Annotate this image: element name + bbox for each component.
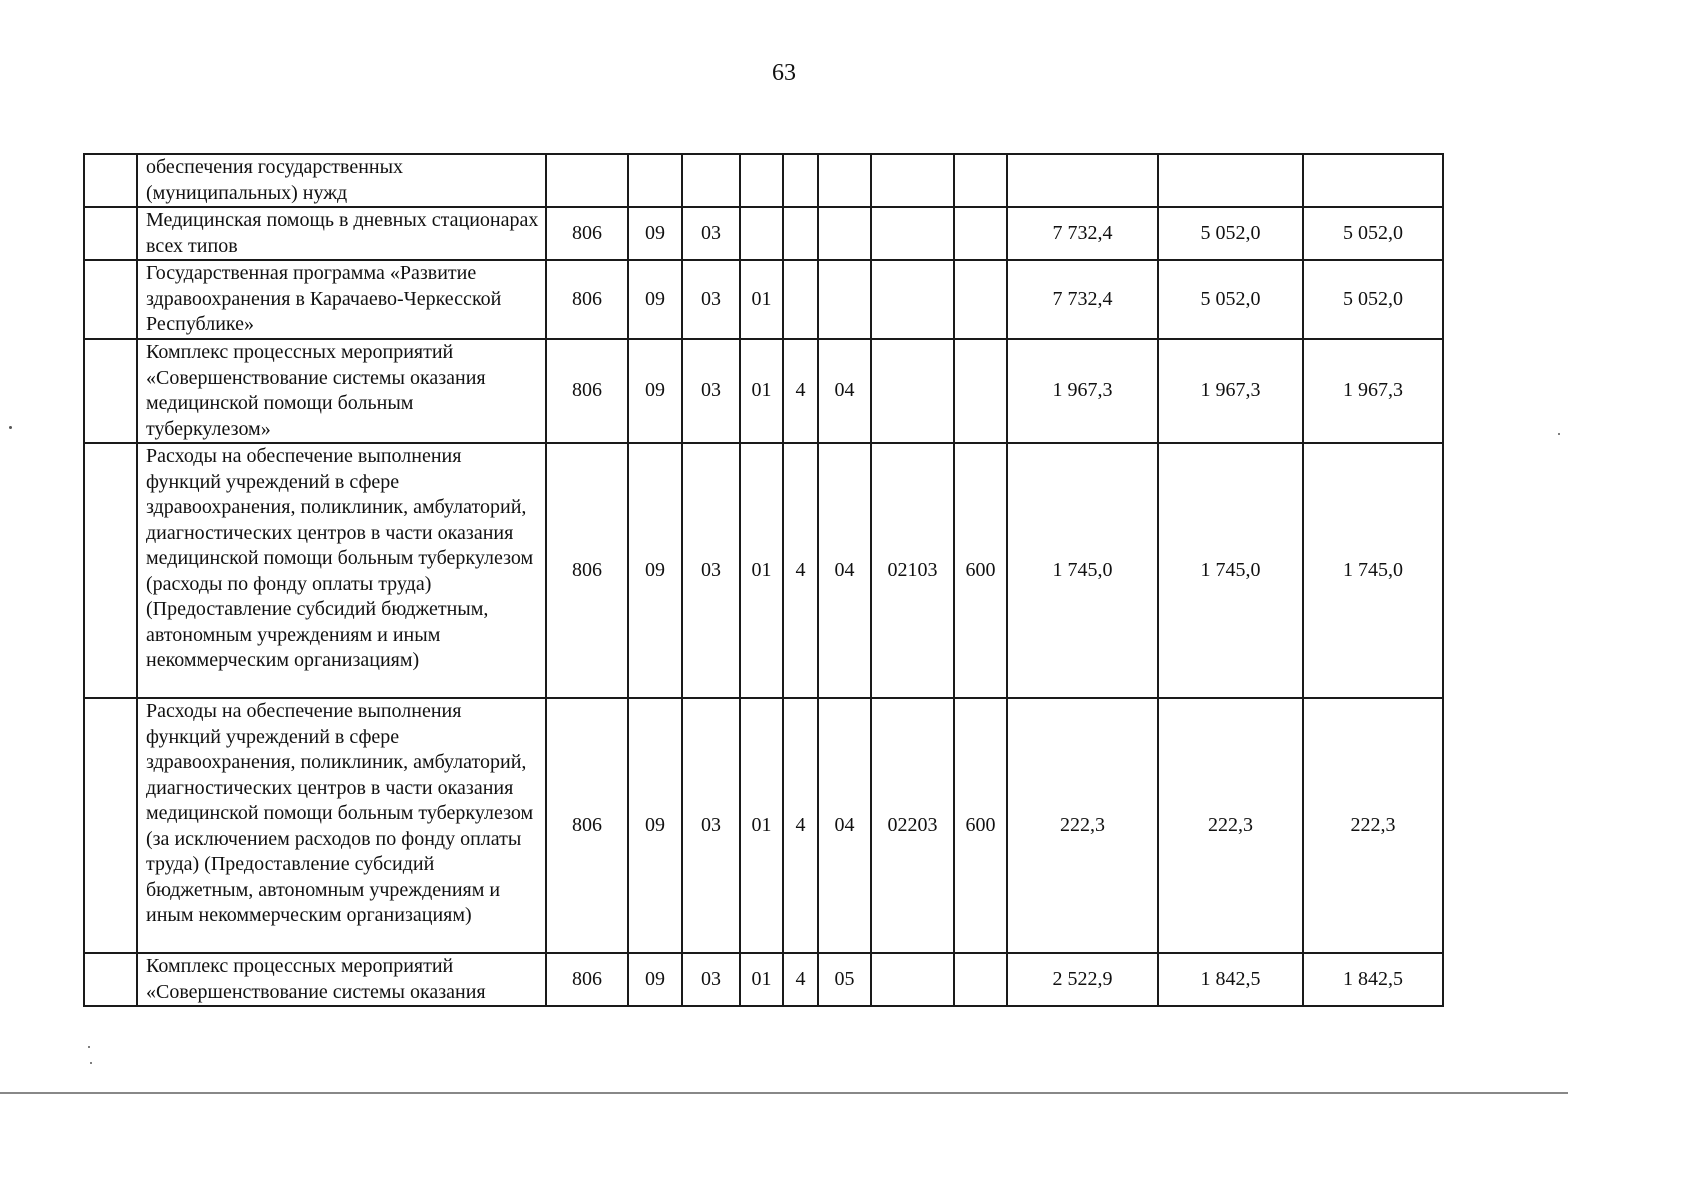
type-cell: 4 <box>783 339 818 443</box>
row-number-cell <box>84 698 137 953</box>
ved-cell: 806 <box>546 953 628 1006</box>
table-row <box>84 207 1443 260</box>
subprogram-cell <box>818 154 871 207</box>
table-row <box>84 154 1443 207</box>
sum-cell-3: 1 842,5 <box>1303 953 1443 1006</box>
budget-table <box>83 153 1444 1007</box>
description-cell: Комплекс процессных мероприятий «Совершенствование системы оказания медицинской помощи больным туберкулезом» <box>137 339 546 443</box>
program-cell: 01 <box>740 953 783 1006</box>
ved-cell: 806 <box>546 339 628 443</box>
sum-cell-3: 5 052,0 <box>1303 207 1443 260</box>
rz-cell: 09 <box>628 207 682 260</box>
rz-cell: 09 <box>628 953 682 1006</box>
pr-cell: 03 <box>682 698 740 953</box>
type-cell <box>783 154 818 207</box>
subprogram-cell <box>818 260 871 339</box>
sum-cell-1: 1 967,3 <box>1007 339 1158 443</box>
sum-cell-2: 222,3 <box>1158 698 1303 953</box>
scan-speck <box>88 1046 90 1048</box>
vr-cell: 600 <box>954 698 1007 953</box>
type-cell <box>783 260 818 339</box>
scan-speck <box>90 1062 92 1064</box>
type-cell <box>783 207 818 260</box>
sum-cell-1 <box>1007 154 1158 207</box>
sum-cell-3: 5 052,0 <box>1303 260 1443 339</box>
description-cell: Комплекс процессных мероприятий «Совершенствование системы оказания <box>137 953 546 1006</box>
direction-cell <box>871 260 954 339</box>
sum-cell-2: 5 052,0 <box>1158 207 1303 260</box>
description-cell: Расходы на обеспечение выполнения функций учреждений в сфере здравоохранения, поликлиник, амбулаторий, диагностических центров в части оказания медицинской помощи больным туберкулезом (расходы по фонду оплаты труда) (Предоставление субсидий бюджетным, автономным учреждениям и иным некоммерческим организациям) <box>137 443 546 698</box>
direction-cell <box>871 154 954 207</box>
table-row <box>84 260 1443 339</box>
vr-cell <box>954 207 1007 260</box>
table-row <box>84 443 1443 698</box>
type-cell: 4 <box>783 443 818 698</box>
sum-cell-2: 1 842,5 <box>1158 953 1303 1006</box>
subprogram-cell <box>818 207 871 260</box>
program-cell <box>740 207 783 260</box>
ved-cell: 806 <box>546 443 628 698</box>
program-cell: 01 <box>740 443 783 698</box>
scan-speck <box>9 426 12 429</box>
ved-cell <box>546 154 628 207</box>
rz-cell: 09 <box>628 698 682 953</box>
subprogram-cell: 04 <box>818 698 871 953</box>
pr-cell: 03 <box>682 953 740 1006</box>
row-number-cell <box>84 260 137 339</box>
program-cell: 01 <box>740 698 783 953</box>
program-cell: 01 <box>740 339 783 443</box>
ved-cell: 806 <box>546 207 628 260</box>
sum-cell-1: 7 732,4 <box>1007 207 1158 260</box>
subprogram-cell: 04 <box>818 339 871 443</box>
description-cell: обеспечения государственных (муниципальных) нужд <box>137 154 546 207</box>
pr-cell <box>682 154 740 207</box>
description-cell: Государственная программа «Развитие здравоохранения в Карачаево-Черкесской Республике» <box>137 260 546 339</box>
sum-cell-2: 1 745,0 <box>1158 443 1303 698</box>
sum-cell-3: 1 967,3 <box>1303 339 1443 443</box>
table-row <box>84 339 1443 443</box>
program-cell: 01 <box>740 260 783 339</box>
pr-cell: 03 <box>682 443 740 698</box>
row-number-cell <box>84 154 137 207</box>
row-number-cell <box>84 207 137 260</box>
vr-cell <box>954 339 1007 443</box>
vr-cell <box>954 154 1007 207</box>
direction-cell <box>871 207 954 260</box>
type-cell: 4 <box>783 698 818 953</box>
rz-cell <box>628 154 682 207</box>
sum-cell-1: 1 745,0 <box>1007 443 1158 698</box>
ved-cell: 806 <box>546 698 628 953</box>
program-cell <box>740 154 783 207</box>
pr-cell: 03 <box>682 339 740 443</box>
description-cell: Медицинская помощь в дневных стационарах всех типов <box>137 207 546 260</box>
subprogram-cell: 04 <box>818 443 871 698</box>
vr-cell <box>954 260 1007 339</box>
rz-cell: 09 <box>628 260 682 339</box>
sum-cell-3: 222,3 <box>1303 698 1443 953</box>
row-number-cell <box>84 339 137 443</box>
table-row <box>84 698 1443 953</box>
row-number-cell <box>84 953 137 1006</box>
sum-cell-2: 1 967,3 <box>1158 339 1303 443</box>
sum-cell-3: 1 745,0 <box>1303 443 1443 698</box>
direction-cell: 02103 <box>871 443 954 698</box>
sum-cell-2 <box>1158 154 1303 207</box>
pr-cell: 03 <box>682 207 740 260</box>
scan-speck <box>1558 433 1560 435</box>
type-cell: 4 <box>783 953 818 1006</box>
table-row <box>84 953 1443 1006</box>
sum-cell-2: 5 052,0 <box>1158 260 1303 339</box>
direction-cell: 02203 <box>871 698 954 953</box>
ved-cell: 806 <box>546 260 628 339</box>
row-number-cell <box>84 443 137 698</box>
scan-edge-line <box>0 1092 1568 1094</box>
sum-cell-3 <box>1303 154 1443 207</box>
page-number: 63 <box>772 60 796 86</box>
vr-cell: 600 <box>954 443 1007 698</box>
vr-cell <box>954 953 1007 1006</box>
sum-cell-1: 222,3 <box>1007 698 1158 953</box>
subprogram-cell: 05 <box>818 953 871 1006</box>
direction-cell <box>871 953 954 1006</box>
rz-cell: 09 <box>628 339 682 443</box>
direction-cell <box>871 339 954 443</box>
description-cell: Расходы на обеспечение выполнения функций учреждений в сфере здравоохранения, поликлиник, амбулаторий, диагностических центров в части оказания медицинской помощи больным туберкулезом (за исключением расходов по фонду оплаты труда) (Предоставление субсидий бюджетным, автономным учреждениям и иным некоммерческим организациям) <box>137 698 546 953</box>
sum-cell-1: 2 522,9 <box>1007 953 1158 1006</box>
pr-cell: 03 <box>682 260 740 339</box>
sum-cell-1: 7 732,4 <box>1007 260 1158 339</box>
rz-cell: 09 <box>628 443 682 698</box>
